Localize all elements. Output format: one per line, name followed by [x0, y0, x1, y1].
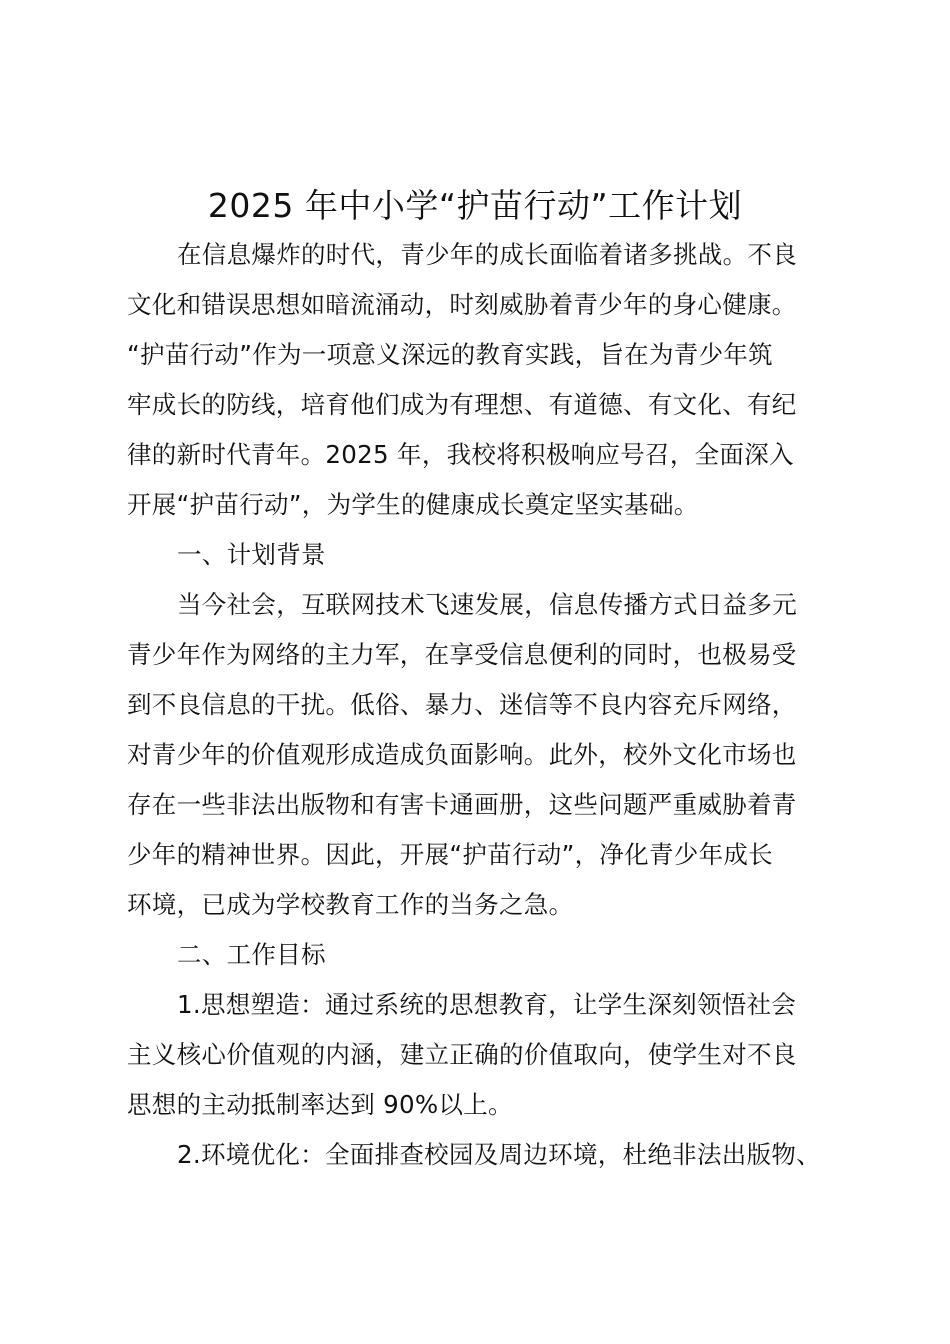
paragraph-line: 牢成长的防线，培育他们成为有理想、有道德、有文化、有纪: [127, 390, 797, 419]
paragraph-line: 青少年作为网络的主力军，在享受信息便利的同时，也极易受: [127, 640, 797, 669]
paragraph-line: 文化和错误思想如暗流涌动，时刻威胁着青少年的身心健康。: [127, 290, 797, 319]
paragraph-line: 少年的精神世界。因此，开展“护苗行动”，净化青少年成长: [127, 840, 773, 869]
paragraph-line: 到不良信息的干扰。低俗、暴力、迷信等不良内容充斥网络，: [127, 690, 797, 719]
section-heading: 一、计划背景: [177, 540, 326, 569]
paragraph-line: 当今社会，互联网技术飞速发展，信息传播方式日益多元: [177, 590, 797, 619]
section-heading: 二、工作目标: [177, 940, 326, 969]
paragraph-line: 存在一些非法出版物和有害卡通画册，这些问题严重威胁着青: [127, 790, 797, 819]
paragraph-line: 律的新时代青年。2025 年，我校将积极响应号召，全面深入: [127, 440, 794, 469]
paragraph-line: 1.思想塑造：通过系统的思想教育，让学生深刻领悟社会: [177, 990, 797, 1019]
paragraph-line: 对青少年的价值观形成造成负面影响。此外，校外文化市场也: [127, 740, 797, 769]
paragraph-line: 开展“护苗行动”，为学生的健康成长奠定坚实基础。: [127, 490, 699, 519]
document-title: 2025 年中小学“护苗行动”工作计划: [207, 186, 743, 225]
paragraph-line: 思想的主动抵制率达到 90%以上。: [127, 1090, 513, 1119]
document-body: [127, 230, 832, 1180]
paragraph-line: “护苗行动”作为一项意义深远的教育实践，旨在为青少年筑: [127, 340, 773, 369]
paragraph-line: 2.环境优化：全面排查校园及周边环境，杜绝非法出版物、: [177, 1140, 821, 1169]
paragraph-line: 在信息爆炸的时代，青少年的成长面临着诸多挑战。不良: [177, 240, 797, 269]
paragraph-line: 主义核心价值观的内涵，建立正确的价值取向，使学生对不良: [127, 1040, 797, 1069]
paragraph-line: 环境，已成为学校教育工作的当务之急。: [127, 890, 574, 919]
